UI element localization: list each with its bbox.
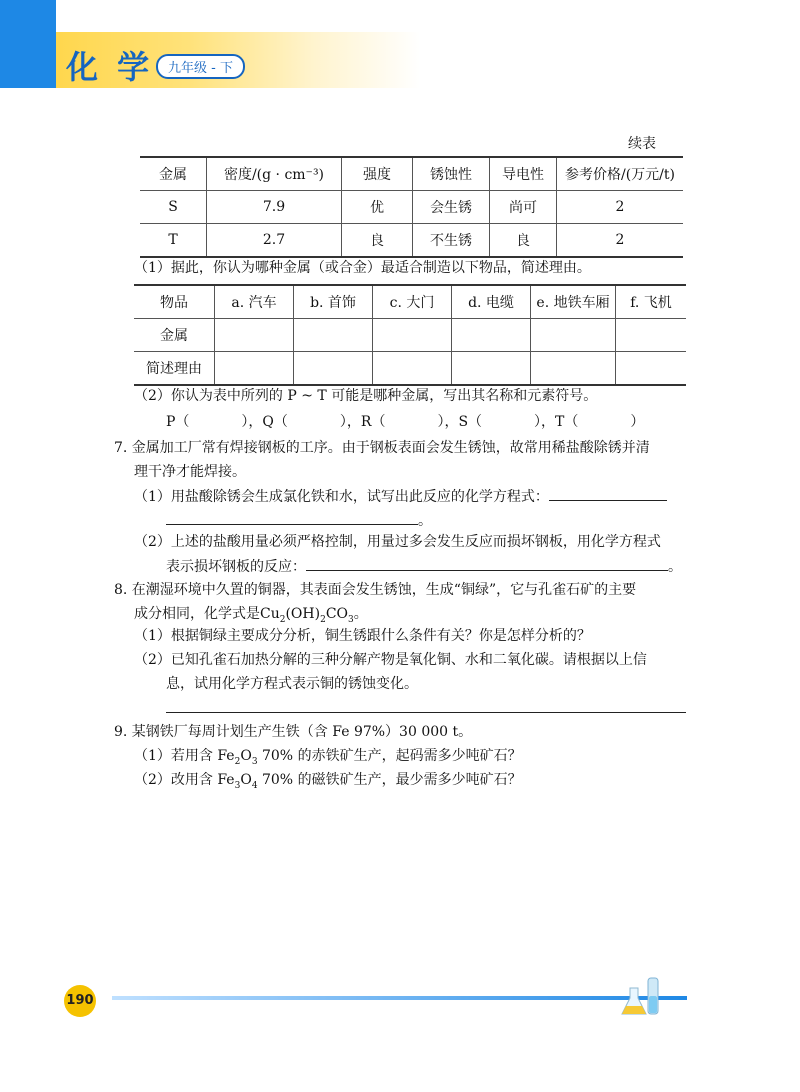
question-8: 8. 在潮湿环境中久置的铜器，其表面会发生锈蚀，生成“铜绿”，它与孔雀石矿的主要 <box>114 582 637 598</box>
metal-properties-table <box>140 156 683 258</box>
continued-label: 续表 <box>628 136 656 152</box>
question-8-2-cont: 息，试用化学方程式表示铜的锈蚀变化。 <box>166 676 418 692</box>
footer-line <box>112 996 687 1000</box>
question-9-1 <box>134 746 522 772</box>
answer-cell[interactable] <box>373 352 452 386</box>
table-cell: 良 <box>342 224 413 258</box>
table-header-cell: 物品 <box>134 285 215 319</box>
table-cell: 7.9 <box>207 191 342 224</box>
table-header-row <box>140 157 683 191</box>
answer-t-label: ），T（ <box>534 414 579 430</box>
formula-sub: 2 <box>279 614 286 625</box>
question-6-2: （2）你认为表中所列的 P ~ T 可能是哪种金属，写出其名称和元素符号。 <box>134 388 598 404</box>
header-blue-tab <box>0 0 56 88</box>
table-cell: 尚可 <box>490 191 557 224</box>
table-cell: 不生锈 <box>413 224 490 258</box>
table-header-cell: 参考价格/(万元/t) <box>557 157 684 191</box>
question-8-1: （1）根据铜绿主要成分分析，铜生锈跟什么条件有关？你是怎样分析的？ <box>134 628 591 644</box>
table-row <box>134 319 686 352</box>
table-header-cell: 导电性 <box>490 157 557 191</box>
table-header-row <box>134 285 686 319</box>
table-header-cell: 密度/(g · cm⁻³) <box>207 157 342 191</box>
table-header-cell: d. 电缆 <box>452 285 531 319</box>
formula-part: O <box>240 748 252 764</box>
question-6-1: （1）据此，你认为哪种金属（或合金）最适合制造以下物品，简述理由。 <box>134 260 591 276</box>
answer-line[interactable] <box>166 712 686 713</box>
table-row-label: 金属 <box>134 319 215 352</box>
formula-sub: 4 <box>251 780 258 791</box>
table-header-cell: 锈蚀性 <box>413 157 490 191</box>
answer-r-label: ），R（ <box>339 414 386 430</box>
symbol-answers <box>166 412 644 432</box>
question-7-2: （2）上述的盐酸用量必须严格控制，用量过多会发生反应而损坏钢板，用化学方程式 <box>134 534 661 550</box>
answer-cell[interactable] <box>616 319 687 352</box>
answer-end: ） <box>630 414 645 430</box>
formula-part: (OH) <box>285 606 321 622</box>
question-8-text: 成分相同，化学式是 <box>134 606 260 622</box>
formula-sub: 3 <box>234 780 241 791</box>
table-row-label: 简述理由 <box>134 352 215 386</box>
answer-q-label: ），Q（ <box>241 414 288 430</box>
table-header-cell: 金属 <box>140 157 207 191</box>
answer-s-label: ），S（ <box>437 414 483 430</box>
answer-cell[interactable] <box>616 352 687 386</box>
answer-cell[interactable] <box>531 319 616 352</box>
question-9: 9. 某钢铁厂每周计划生产生铁（含 Fe 97%）30 000 t。 <box>114 724 473 740</box>
table-header-cell: b. 首饰 <box>294 285 373 319</box>
answer-cell[interactable] <box>215 352 294 386</box>
table-row <box>140 191 683 224</box>
table-cell: 优 <box>342 191 413 224</box>
table-row <box>134 352 686 386</box>
question-9-2 <box>134 770 522 796</box>
question-text: （2）改用含 Fe <box>134 772 235 788</box>
answer-cell[interactable] <box>373 319 452 352</box>
formula-sub: 3 <box>251 756 258 767</box>
table-header-cell: a. 汽车 <box>215 285 294 319</box>
formula-sub: 2 <box>234 756 241 767</box>
question-7-1 <box>134 486 667 507</box>
formula-part: O <box>240 772 252 788</box>
question-7-cont: 理干净才能焊接。 <box>134 464 246 480</box>
answer-cell[interactable] <box>294 352 373 386</box>
table-cell: S <box>140 191 207 224</box>
answer-blank[interactable] <box>306 556 668 571</box>
answer-cell[interactable] <box>215 319 294 352</box>
subject-title: 化 学 <box>66 48 154 86</box>
answer-cell[interactable] <box>452 352 531 386</box>
table-cell: 2 <box>557 191 684 224</box>
period: 。 <box>353 606 368 622</box>
table-cell: T <box>140 224 207 258</box>
table-cell: 2 <box>557 224 684 258</box>
question-7-1-answer <box>166 510 432 531</box>
flask-icon <box>620 974 668 1022</box>
answer-cell[interactable] <box>294 319 373 352</box>
table-header-cell: 强度 <box>342 157 413 191</box>
table-cell: 2.7 <box>207 224 342 258</box>
formula-sub: 3 <box>348 614 354 625</box>
answer-cell[interactable] <box>452 319 531 352</box>
question-7-2-text: 表示损坏钢板的反应： <box>166 559 306 575</box>
table-header-cell: e. 地铁车厢 <box>531 285 616 319</box>
answer-blank[interactable] <box>166 510 418 525</box>
page-number: 190 <box>64 985 96 1017</box>
table-cell: 会生锈 <box>413 191 490 224</box>
question-text: 70% 的磁铁矿生产，最少需多少吨矿石？ <box>257 772 522 788</box>
question-7-2-cont <box>166 556 682 577</box>
answer-cell[interactable] <box>531 352 616 386</box>
answer-p-label: P（ <box>166 414 190 430</box>
question-text: 70% 的赤铁矿生产，起码需多少吨矿石？ <box>257 748 522 764</box>
answer-blank[interactable] <box>549 486 667 501</box>
grade-badge: 九年级 - 下 <box>156 54 245 79</box>
question-8-2: （2）已知孔雀石加热分解的三种分解产物是氧化铜、水和二氧化碳。请根据以上信 <box>134 652 647 668</box>
formula-part: CO <box>325 606 349 622</box>
table-cell: 良 <box>490 224 557 258</box>
question-text: （1）若用含 Fe <box>134 748 235 764</box>
formula-sub: 2 <box>320 614 326 625</box>
question-7: 7. 金属加工厂常有焊接钢板的工序。由于钢板表面会发生锈蚀，故常用稀盐酸除锈并清 <box>114 440 650 456</box>
items-table <box>134 284 686 386</box>
formula-part: Cu <box>260 606 280 622</box>
table-header-cell: f. 飞机 <box>616 285 687 319</box>
question-7-1-text: （1）用盐酸除锈会生成氯化铁和水，试写出此反应的化学方程式： <box>134 489 549 505</box>
table-row <box>140 224 683 258</box>
table-header-cell: c. 大门 <box>373 285 452 319</box>
period: 。 <box>668 559 682 575</box>
period: 。 <box>418 513 432 529</box>
